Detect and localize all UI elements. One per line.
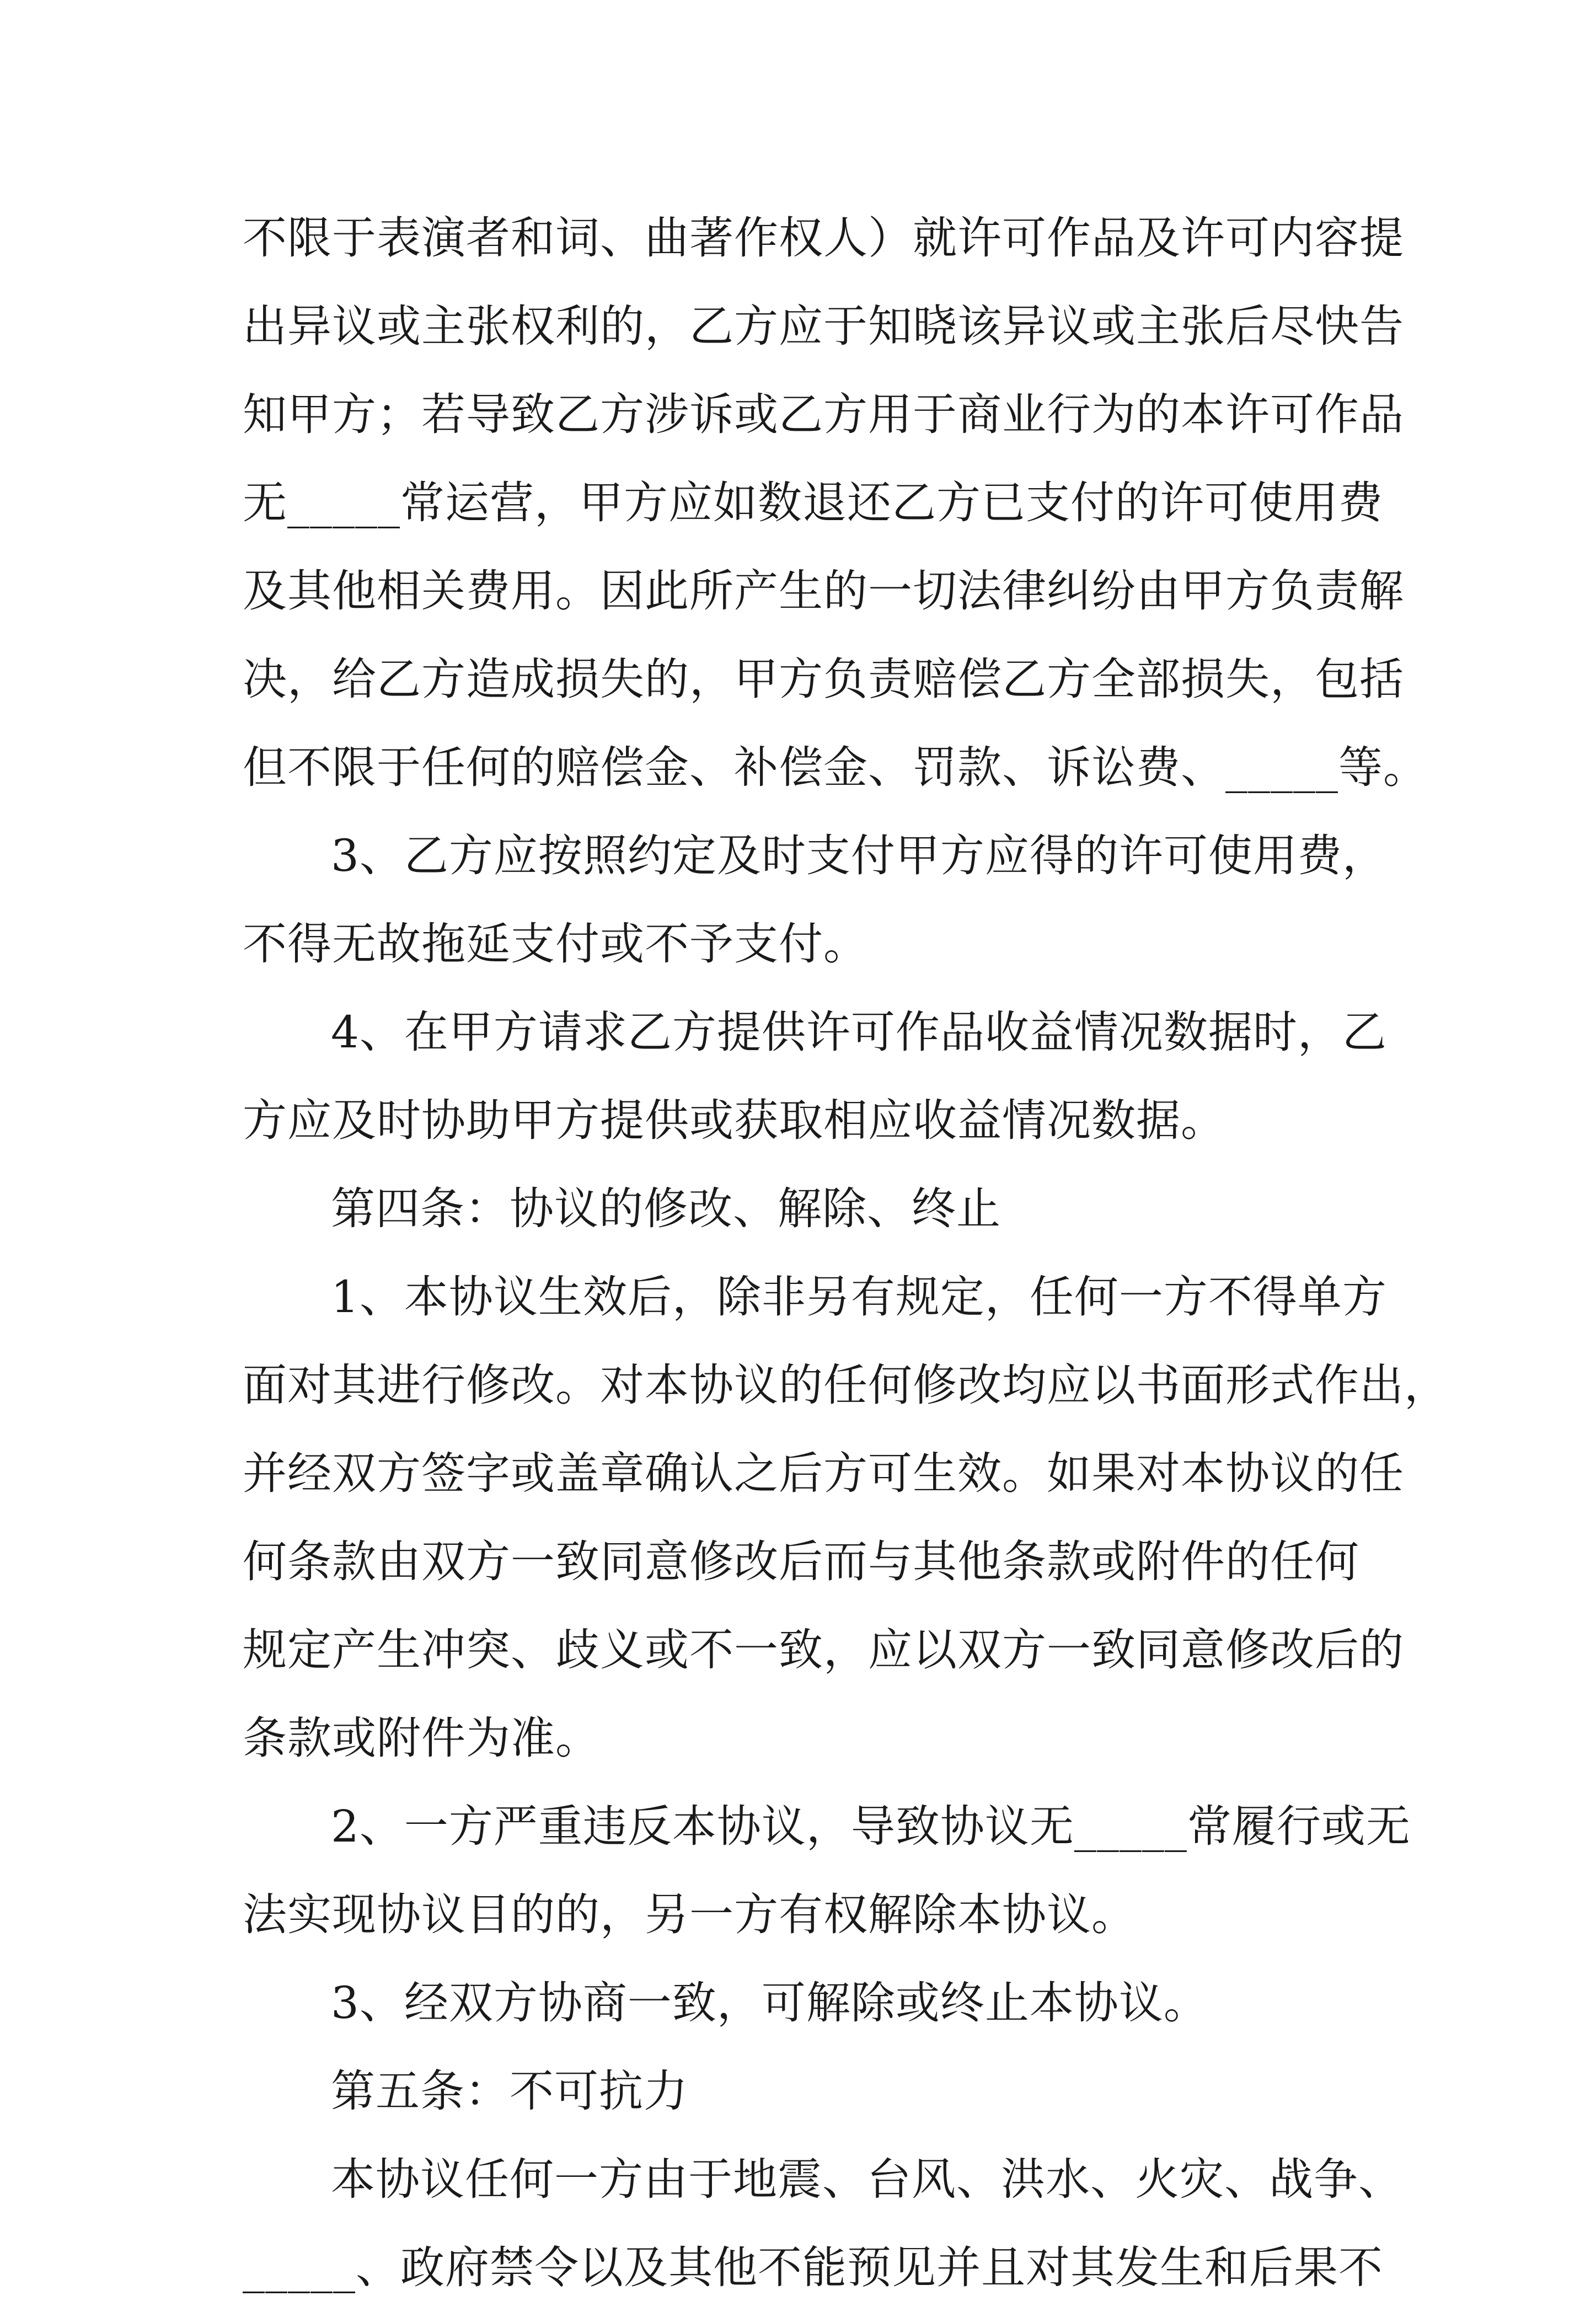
text-line: _____、政府禁令以及其他不能预见并且对其发生和后果不 [243,2242,1383,2293]
text-line: 不得无故拖延支付或不予支付。 [243,918,868,970]
text-line: 不限于表演者和词、曲著作权人）就许可作品及许可内容提 [243,212,1404,264]
text-line: 但不限于任何的赔偿金、补偿金、罚款、诉讼费、_____等。 [243,742,1428,793]
document-body [243,194,1449,2312]
clause-4-line: 4、在甲方请求乙方提供许可作品收益情况数据时，乙 [331,1007,1387,1058]
clause-3b-line: 3、经双方协商一致，可解除或终止本协议。 [331,1977,1208,2029]
text-line: 面对其进行修改。对本协议的任何修改均应以书面形式作出， [243,1360,1449,1411]
clause-1-line: 1、本协议生效后，除非另有规定，任何一方不得单方 [331,1271,1387,1323]
text-line: 出异议或主张权利的，乙方应于知晓该异议或主张后尽快告 [243,301,1404,352]
text-line: 何条款由双方一致同意修改后而与其他条款或附件的任何 [243,1536,1359,1587]
clause-3-line: 3、乙方应按照约定及时支付甲方应得的许可使用费， [331,830,1387,881]
clause-2-line: 2、一方严重违反本协议，导致协议无_____常履行或无 [331,1801,1411,1852]
force-majeure-line: 本协议任何一方由于地震、台风、洪水、火灾、战争、 [331,2154,1403,2205]
text-line: 条款或附件为准。 [243,1712,600,1764]
text-line: 并经双方签字或盖章确认之后方可生效。如果对本协议的任 [243,1448,1404,1499]
article-5-heading: 第五条：不可抗力 [331,2065,688,2117]
text-line: 规定产生冲突、歧义或不一致，应以双方一致同意修改后的 [243,1624,1404,1676]
text-line: 决，给乙方造成损失的，甲方负责赔偿乙方全部损失，包括 [243,654,1404,705]
text-line: 法实现协议目的的，另一方有权解除本协议。 [243,1889,1136,1940]
text-line: 方应及时协助甲方提供或获取相应收益情况数据。 [243,1095,1225,1146]
text-line: 知甲方；若导致乙方涉诉或乙方用于商业行为的本许可作品 [243,389,1404,440]
text-line: 无_____常运营，甲方应如数退还乙方已支付的许可使用费 [243,477,1383,528]
article-4-heading: 第四条：协议的修改、解除、终止 [331,1183,1001,1234]
text-line: 及其他相关费用。因此所产生的一切法律纠纷由甲方负责解 [243,565,1404,617]
